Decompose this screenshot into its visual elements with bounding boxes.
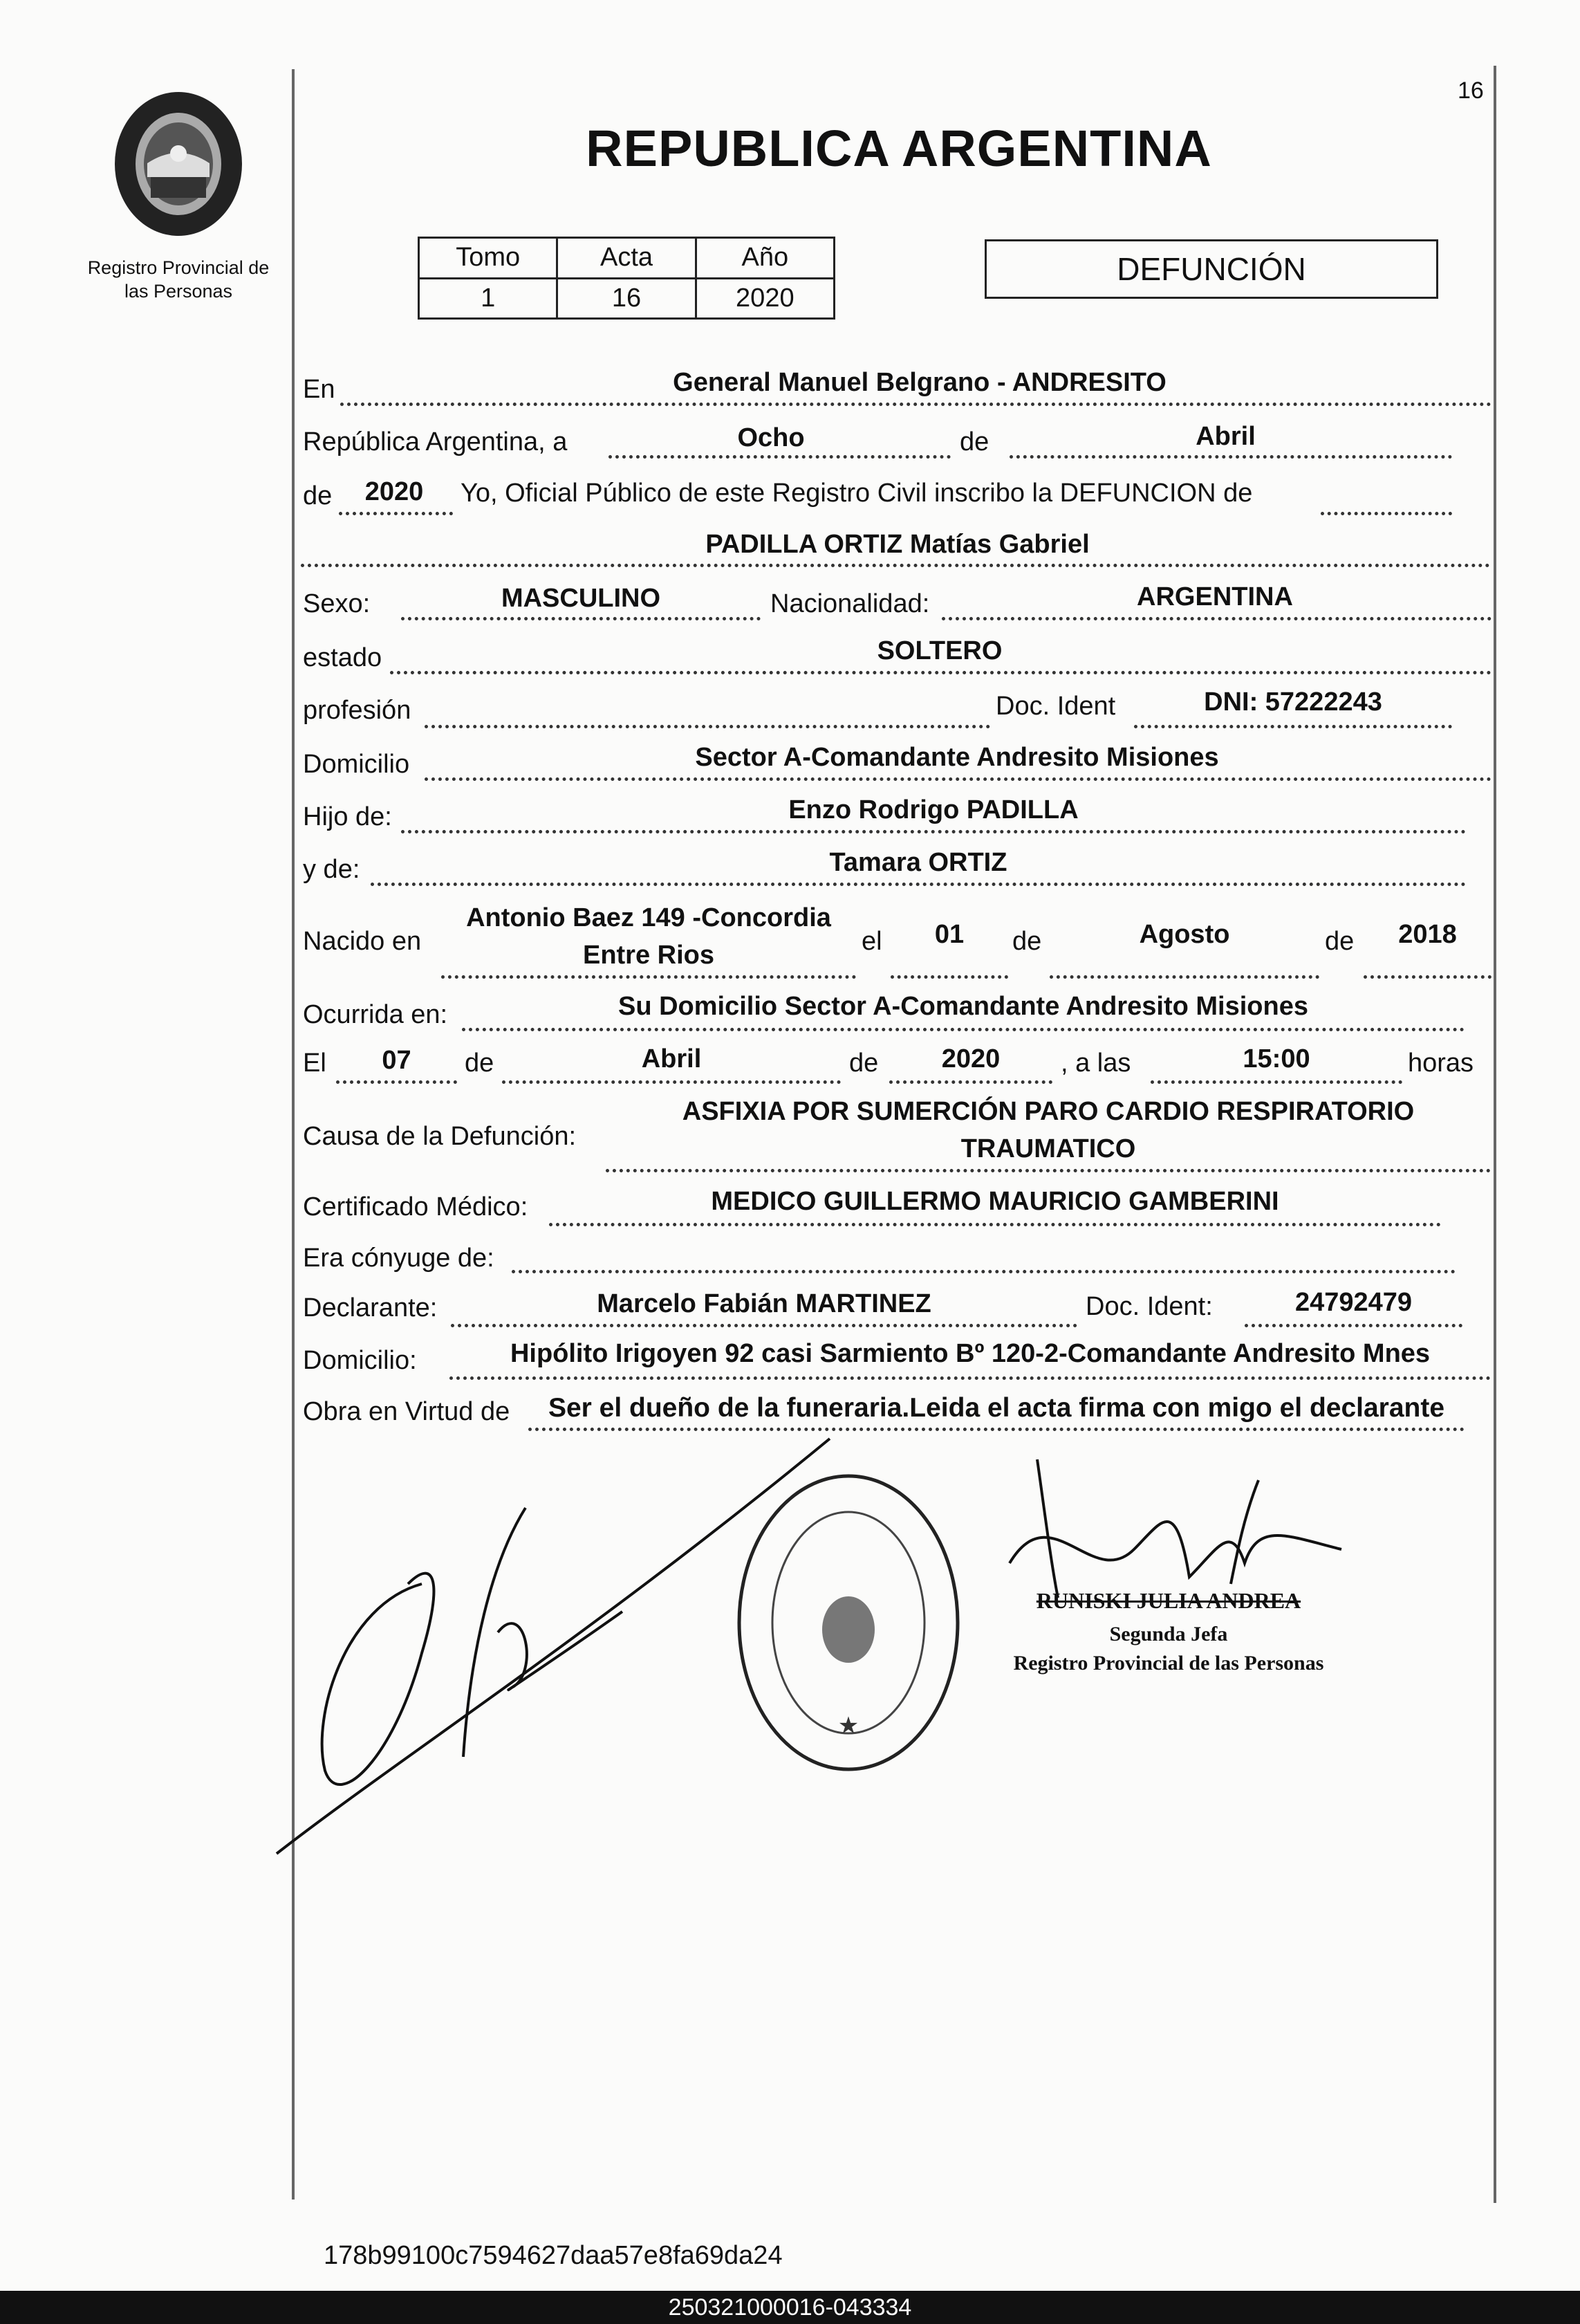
doc-ident-value: DNI: 57222243 <box>1204 688 1382 717</box>
causa-label: Causa de la Defunción: <box>303 1122 577 1151</box>
doc-ident-label: Doc. Ident <box>996 692 1116 721</box>
nacido-line-1: Antonio Baez 149 -Concordia <box>466 903 831 932</box>
year-dots <box>339 512 453 515</box>
estado-label: estado <box>303 643 382 672</box>
nacido-label: Nacido en <box>303 927 422 956</box>
footer-id: 250321000016-043334 <box>668 2294 912 2321</box>
tomo-header: Tomo <box>419 238 557 279</box>
document-title: REPUBLICA ARGENTINA <box>586 120 1212 177</box>
death-day-dots <box>336 1080 457 1084</box>
causa-line-1: ASFIXIA POR SUMERCIÓN PARO CARDIO RESPIRATORIO <box>682 1097 1415 1126</box>
decl-domicilio-label: Domicilio: <box>303 1346 417 1375</box>
tomo-acta-ano-table <box>418 237 835 320</box>
profesion-dots <box>425 725 990 728</box>
certificado-label: Certificado Médico: <box>303 1192 528 1221</box>
estado-dots <box>390 671 1491 674</box>
en-label: En <box>303 375 335 404</box>
declarante-dots <box>451 1324 1077 1327</box>
de-label-1: de <box>960 427 989 456</box>
death-time-dots <box>1151 1080 1402 1084</box>
domicilio-dots <box>425 777 1491 781</box>
conyuge-dots <box>512 1270 1456 1273</box>
left-margin-line <box>292 69 295 2200</box>
official-role: Segunda Jefa <box>1109 1623 1228 1645</box>
svg-text:★: ★ <box>837 1715 859 1741</box>
de-label-2: de <box>303 481 333 510</box>
hijo-label: Hijo de: <box>303 802 392 831</box>
deceased-name: PADILLA ORTIZ Matías Gabriel <box>705 530 1090 559</box>
republica-label: República Argentina, a <box>303 427 568 456</box>
certificado-dots <box>549 1223 1441 1226</box>
en-value: General Manuel Belgrano - ANDRESITO <box>673 368 1167 397</box>
death-year-value: 2020 <box>941 1044 1001 1073</box>
domicilio-value: Sector A-Comandante Andresito Misiones <box>695 743 1219 772</box>
obra-label: Obra en Virtud de <box>303 1397 510 1426</box>
de-label-4: de <box>1325 927 1355 956</box>
nacido-line-2: Entre Rios <box>582 941 715 970</box>
de-label-3: de <box>1012 927 1042 956</box>
month-value: Abril <box>1196 422 1256 451</box>
registry-line-2: las Personas <box>124 281 233 302</box>
causa-line-2: TRAUMATICO <box>960 1134 1136 1163</box>
table-value-row <box>419 278 835 319</box>
official-signature <box>996 1452 1355 1605</box>
en-dots <box>340 403 1491 406</box>
causa-dots <box>606 1169 1491 1172</box>
document-type-box: DEFUNCIÓN <box>985 239 1438 299</box>
name-dots <box>301 564 1490 567</box>
right-margin-line <box>1494 66 1496 2203</box>
horas-label: horas <box>1408 1049 1474 1078</box>
birth-month-value: Agosto <box>1139 920 1230 949</box>
obra-value: Ser el dueño de la funeraria.Leida el acta firma con migo el declarante <box>548 1393 1445 1423</box>
de-label-5: de <box>465 1049 494 1078</box>
birth-year-value: 2018 <box>1398 920 1457 949</box>
day-word-value: Ocho <box>737 423 805 452</box>
doc-ident-dots <box>1134 725 1452 728</box>
nacionalidad-label: Nacionalidad: <box>770 589 930 618</box>
nacionalidad-dots <box>942 617 1491 620</box>
acta-value: 16 <box>557 278 696 319</box>
yde-dots <box>371 883 1466 886</box>
birth-day-value: 01 <box>934 920 965 949</box>
domicilio-label: Domicilio <box>303 750 410 779</box>
day-word-dots <box>608 455 951 459</box>
el-label: el <box>862 927 882 956</box>
ocurrida-dots <box>462 1028 1465 1031</box>
de-label-6: de <box>849 1049 879 1078</box>
decl-doc-ident-label: Doc. Ident: <box>1086 1292 1213 1321</box>
document-hash: 178b99100c7594627daa57e8fa69da24 <box>324 2241 783 2270</box>
sexo-dots <box>401 617 761 620</box>
footer-bar <box>0 2291 1580 2324</box>
death-month-dots <box>502 1080 841 1084</box>
year-value: 2020 <box>364 477 424 506</box>
decl-domicilio-value: Hipólito Irigoyen 92 casi Sarmiento Bº 120-2-Comandante Andresito Mnes <box>510 1339 1431 1368</box>
oficial-dots <box>1321 512 1452 515</box>
death-time-value: 15:00 <box>1243 1044 1310 1073</box>
sexo-label: Sexo: <box>303 589 371 618</box>
ano-header: Año <box>696 238 834 279</box>
acta-header: Acta <box>557 238 696 279</box>
ano-value: 2020 <box>696 278 834 319</box>
oficial-text: Yo, Oficial Público de este Registro Civil inscribo la DEFUNCION de <box>461 479 1253 508</box>
ocurrida-label: Ocurrida en: <box>303 1000 448 1029</box>
birth-year-dots <box>1364 975 1491 979</box>
month-dots <box>1010 455 1452 459</box>
declarante-value: Marcelo Fabián MARTINEZ <box>597 1289 931 1318</box>
page-number: 16 <box>1458 77 1484 104</box>
tomo-value: 1 <box>419 278 557 319</box>
decl-doc-ident-dots <box>1245 1324 1462 1327</box>
nacido-dots <box>441 975 856 979</box>
yde-label: y de: <box>303 855 360 884</box>
table-header-row <box>419 238 835 279</box>
hijo-dots <box>401 830 1466 833</box>
alas-label: , a las <box>1061 1049 1131 1078</box>
declarante-label: Declarante: <box>303 1293 438 1322</box>
death-day-value: 07 <box>382 1046 411 1075</box>
el2-label: El <box>303 1049 326 1078</box>
conyuge-label: Era cónyuge de: <box>303 1244 494 1273</box>
birth-month-dots <box>1050 975 1319 979</box>
registry-round-stamp <box>734 1470 963 1775</box>
birth-day-dots <box>891 975 1008 979</box>
nacionalidad-value: ARGENTINA <box>1137 582 1293 611</box>
profesion-label: profesión <box>303 696 411 725</box>
decl-doc-ident-value: 24792479 <box>1294 1288 1413 1317</box>
hijo-value: Enzo Rodrigo PADILLA <box>788 795 1079 824</box>
death-year-dots <box>889 1080 1052 1084</box>
death-month-value: Abril <box>641 1044 702 1073</box>
yde-value: Tamara ORTIZ <box>829 848 1007 877</box>
registry-line-1: Registro Provincial de <box>87 257 270 278</box>
estado-value: SOLTERO <box>877 636 1003 665</box>
decl-domicilio-dots <box>449 1376 1491 1380</box>
official-office: Registro Provincial de las Personas <box>1013 1652 1324 1675</box>
sexo-value: MASCULINO <box>501 584 661 613</box>
official-name: RUNISKI JULIA ANDREA <box>1036 1588 1301 1613</box>
ocurrida-value: Su Domicilio Sector A-Comandante Andresito Misiones <box>618 992 1308 1021</box>
certificado-value: MEDICO GUILLERMO MAURICIO GAMBERINI <box>711 1187 1279 1216</box>
